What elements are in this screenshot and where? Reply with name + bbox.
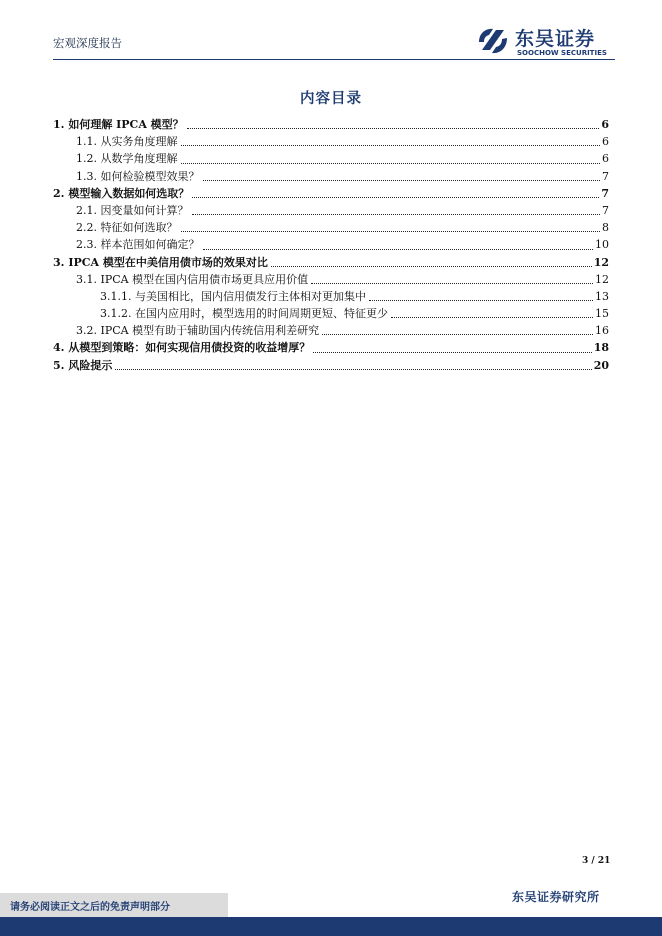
toc-entry-title: 4. 从模型到策略：如何实现信用债投资的收益增厚？ xyxy=(53,341,311,355)
report-category: 宏观深度报告 xyxy=(53,36,122,50)
toc-entry-title: 2.1. 因变量如何计算？ xyxy=(76,203,189,217)
toc-entry-page: 16 xyxy=(595,324,609,338)
toc-dot-leader xyxy=(203,248,594,250)
toc-dot-leader xyxy=(181,162,601,164)
toc-dot-leader xyxy=(192,213,601,215)
toc-entry-page: 18 xyxy=(593,341,609,355)
toc-dot-leader xyxy=(181,230,601,232)
toc-entry-title: 2. 模型输入数据如何选取？ xyxy=(53,186,190,200)
toc-entry-page: 8 xyxy=(602,221,609,235)
toc-entry-title: 3. IPCA 模型在中美信用债市场的效果对比 xyxy=(53,255,268,269)
toc-entry[interactable] xyxy=(53,271,609,288)
toc-entry-title: 1.1. 从实务角度理解 xyxy=(76,135,178,149)
toc-entry[interactable] xyxy=(53,219,609,236)
toc-entry[interactable] xyxy=(53,357,609,374)
toc-entry[interactable] xyxy=(53,254,609,271)
toc-entry-title: 1.3. 如何检验模型效果？ xyxy=(76,169,200,183)
toc-entry[interactable] xyxy=(53,168,609,185)
toc-entry-page: 7 xyxy=(602,203,609,217)
toc-dot-leader xyxy=(391,316,593,318)
toc-entry-page: 10 xyxy=(595,238,609,252)
toc-entry[interactable] xyxy=(53,133,609,150)
toc-entry-title: 2.3. 样本范围如何确定？ xyxy=(76,238,200,252)
logo-text-en: SOOCHOW SECURITIES xyxy=(517,49,607,57)
disclaimer-banner xyxy=(0,893,228,917)
toc-entry[interactable] xyxy=(53,305,609,322)
toc-dot-leader xyxy=(187,127,600,129)
toc-entry[interactable] xyxy=(53,322,609,339)
toc-entry[interactable] xyxy=(53,339,609,356)
toc-entry[interactable] xyxy=(53,116,609,133)
soochow-logo-icon xyxy=(476,24,510,58)
toc-entry-page: 20 xyxy=(593,358,609,372)
toc-dot-leader xyxy=(313,351,591,353)
toc-dot-leader xyxy=(192,196,599,198)
table-of-contents xyxy=(53,116,609,374)
toc-dot-leader xyxy=(271,265,592,267)
toc-entry[interactable] xyxy=(53,185,609,202)
toc-entry-page: 15 xyxy=(595,307,609,321)
toc-entry-page: 6 xyxy=(602,152,609,166)
toc-dot-leader xyxy=(115,368,591,370)
toc-entry-page: 12 xyxy=(595,272,609,286)
toc-entry-page: 7 xyxy=(602,169,609,183)
toc-entry-page: 7 xyxy=(601,186,609,200)
logo-text-cn: 东吴证券 xyxy=(515,28,596,50)
footer-organization: 东吴证券研究所 xyxy=(512,890,600,904)
toc-dot-leader xyxy=(322,333,593,335)
toc-entry-title: 1.2. 从数学角度理解 xyxy=(76,152,178,166)
toc-dot-leader xyxy=(369,299,593,301)
toc-entry-title: 3.1.1. 与美国相比，国内信用债发行主体相对更加集中 xyxy=(100,289,366,303)
footer-bar xyxy=(0,917,662,936)
page-number: 3 / 21 xyxy=(582,856,611,866)
toc-entry-title: 2.2. 特征如何选取？ xyxy=(76,221,178,235)
toc-dot-leader xyxy=(203,179,601,181)
toc-title: 内容目录 xyxy=(300,90,362,107)
toc-entry-page: 13 xyxy=(595,289,609,303)
toc-entry-title: 1. 如何理解 IPCA 模型？ xyxy=(53,118,184,131)
toc-entry-title: 3.1.2. 在国内应用时，模型选用的时间周期更短、特征更少 xyxy=(100,307,388,321)
toc-entry[interactable] xyxy=(53,288,609,305)
toc-entry-page: 6 xyxy=(601,118,609,131)
header-divider xyxy=(53,59,615,60)
disclaimer-text: 请务必阅读正文之后的免责声明部分 xyxy=(10,902,170,913)
toc-entry[interactable] xyxy=(53,202,609,219)
toc-dot-leader xyxy=(311,282,593,284)
toc-entry-title: 5. 风险提示 xyxy=(53,358,113,372)
toc-entry-page: 6 xyxy=(602,135,609,149)
toc-entry[interactable] xyxy=(53,236,609,253)
toc-entry-page: 12 xyxy=(593,255,609,269)
toc-entry-title: 3.1. IPCA 模型在国内信用债市场更具应用价值 xyxy=(76,272,309,286)
toc-entry-title: 3.2. IPCA 模型有助于辅助国内传统信用利差研究 xyxy=(76,324,320,338)
toc-dot-leader xyxy=(181,144,601,146)
brand-logo xyxy=(476,22,616,60)
toc-entry[interactable] xyxy=(53,150,609,167)
